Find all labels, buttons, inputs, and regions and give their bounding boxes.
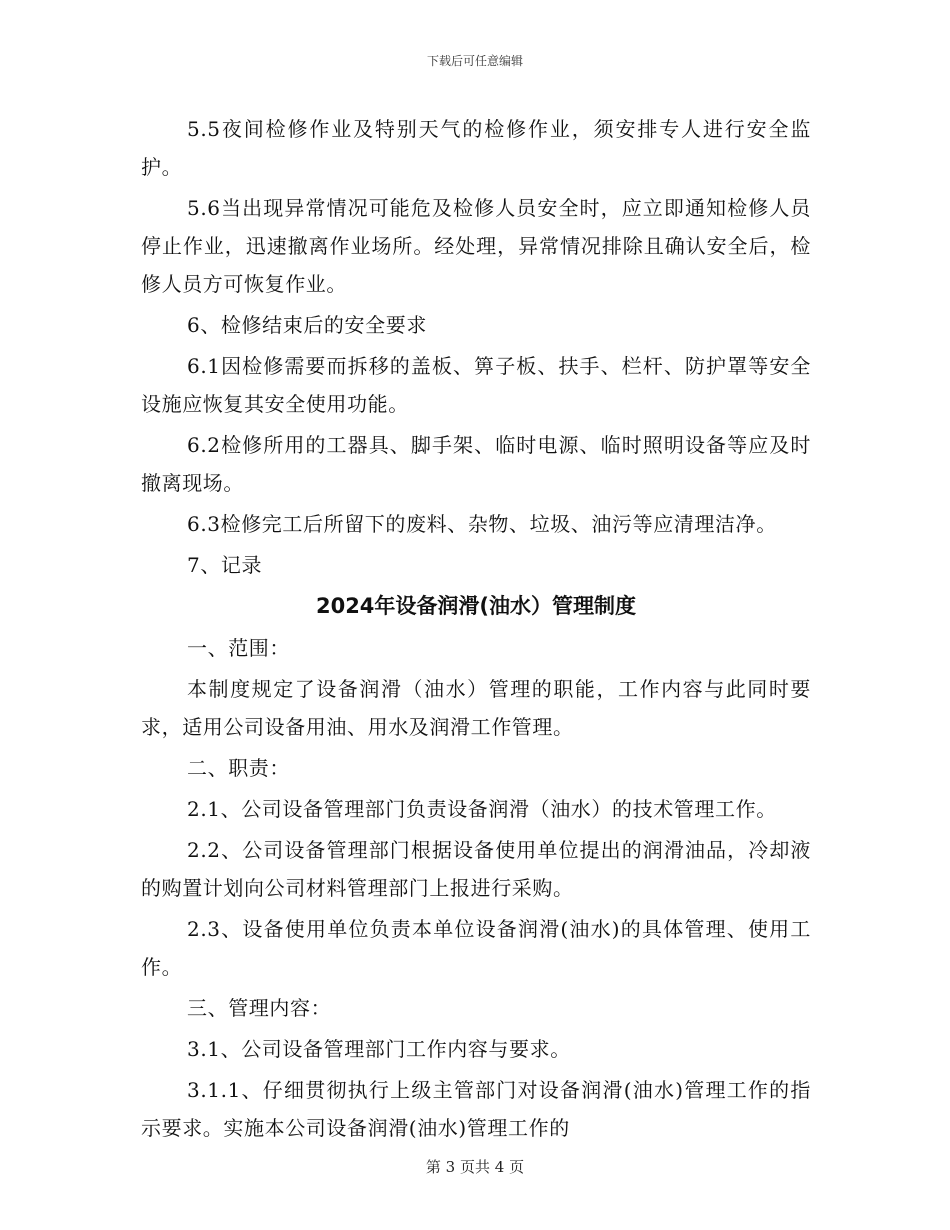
paragraph: 3.1、公司设备管理部门工作内容与要求。 (187, 1037, 571, 1061)
page-footer: 第 3 页共 4 页 (425, 1158, 525, 1176)
paragraph: 5.5夜间检修作业及特别天气的检修作业，须安排专人进行安全监护。 (141, 117, 811, 179)
paragraph: 6.2检修所用的工器具、脚手架、临时电源、临时照明设备等应及时撤离现场。 (141, 433, 811, 495)
paragraph: 6.3检修完工后所留下的废料、杂物、垃圾、油污等应清理洁净。 (187, 512, 777, 536)
paragraph: 5.6当出现异常情况可能危及检修人员安全时，应立即通知检修人员停止作业，迅速撤离作业场所。经处理，异常情况排除且确认安全后，检修人员方可恢复作业。 (141, 196, 811, 296)
page-header: 下载后可任意编辑 (426, 54, 523, 68)
document-body (141, 110, 811, 1150)
paragraph: 2.2、公司设备管理部门根据设备使用单位提出的润滑油品，冷却液的购置计划向公司材料管理部门上报进行采购。 (141, 838, 811, 900)
paragraph: 2.1、公司设备管理部门负责设备润滑（油水）的技术管理工作。 (187, 797, 777, 821)
paragraph: 3.1.1、仔细贯彻执行上级主管部门对设备润滑(油水)管理工作的指示要求。实施本公司设备润滑(油水)管理工作的 (141, 1078, 811, 1140)
section-heading: 二、职责： (187, 756, 290, 780)
section-heading: 7、记录 (187, 553, 263, 577)
document-title: 2024年设备润滑(油水）管理制度 (315, 594, 637, 618)
paragraph: 本制度规定了设备润滑（油水）管理的职能，工作内容与此同时要求，适用公司设备用油、用水及润滑工作管理。 (141, 677, 811, 739)
section-heading: 三、管理内容： (187, 996, 332, 1020)
section-heading: 6、检修结束后的安全要求 (187, 313, 427, 337)
section-heading: 一、范围： (187, 636, 290, 660)
paragraph: 6.1因检修需要而拆移的盖板、箅子板、扶手、栏杆、防护罩等安全设施应恢复其安全使用功能。 (141, 354, 811, 416)
paragraph: 2.3、设备使用单位负责本单位设备润滑(油水)的具体管理、使用工作。 (141, 917, 811, 979)
